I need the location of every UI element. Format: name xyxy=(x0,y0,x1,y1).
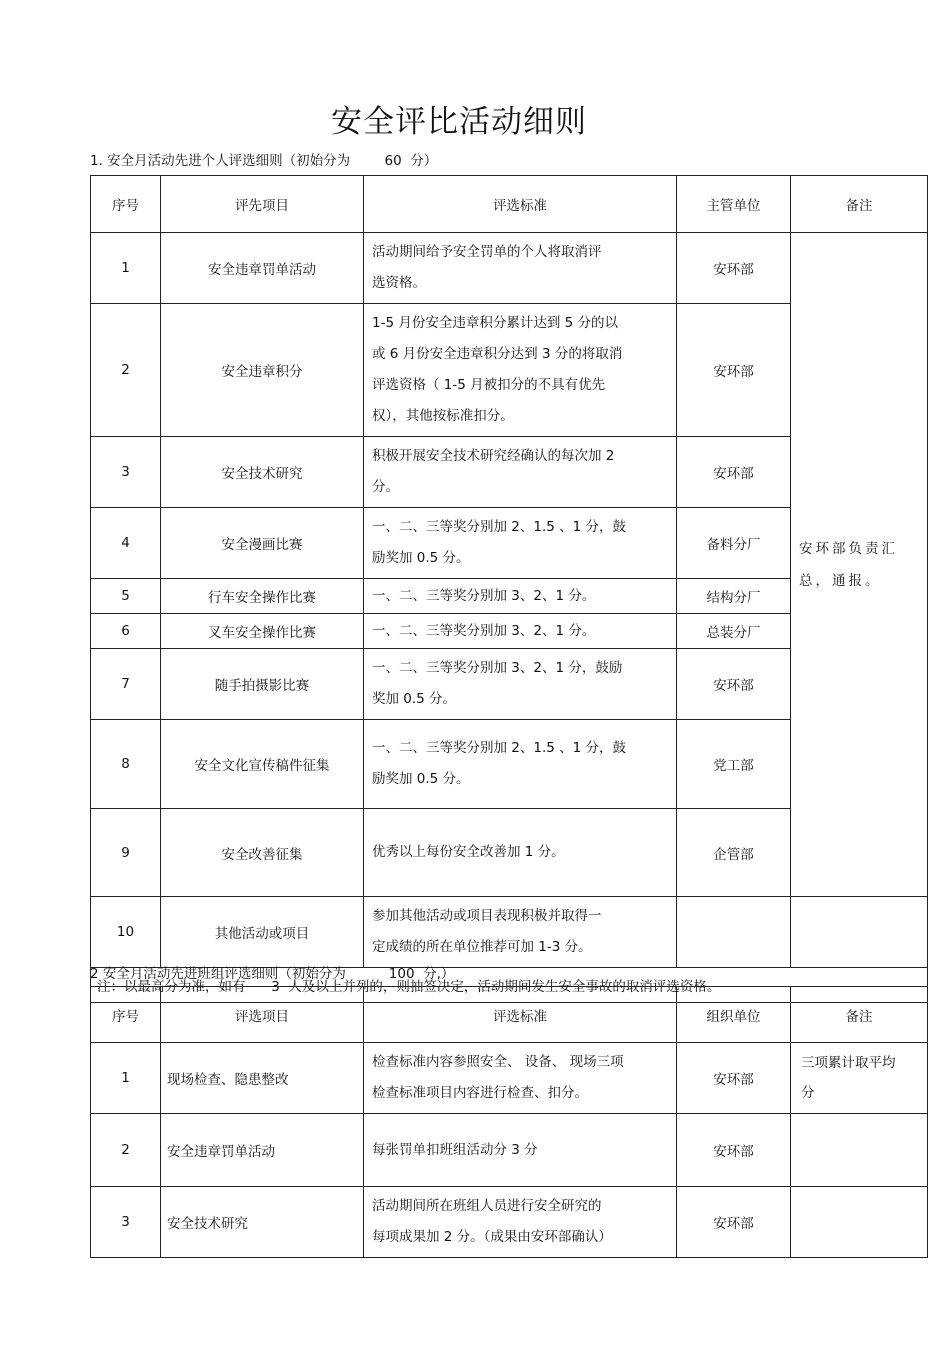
row-standard: 一、二、三等奖分别加 2、1.5 、1 分，鼓 励奖加 0.5 分。 xyxy=(364,720,677,809)
row-item: 安全违章罚单活动 xyxy=(161,1114,364,1187)
header-unit: 主管单位 xyxy=(677,176,791,233)
row-unit: 总装分厂 xyxy=(677,614,791,649)
row-standard: 1-5 月份安全违章积分累计达到 5 分的以 或 6 月份安全违章积分达到 3 分的将取消 评选资格（ 1-5 月被扣分的不具有优先 权），其他按标准扣分。 xyxy=(364,304,677,437)
row-item: 随手拍摄影比赛 xyxy=(161,649,364,720)
row-no: 2 xyxy=(91,1114,161,1187)
table-header-row xyxy=(91,176,928,233)
row-unit: 结构分厂 xyxy=(677,579,791,614)
row-unit: 安环部 xyxy=(677,1187,791,1258)
row-unit xyxy=(677,897,791,968)
row-item: 安全漫画比赛 xyxy=(161,508,364,579)
row-item: 安全技术研究 xyxy=(161,1187,364,1258)
row-no: 3 xyxy=(91,437,161,508)
section2-heading: 2 安全月活动先进班组评选细则（初始分为 100 分,） xyxy=(90,966,455,982)
row-no: 10 xyxy=(91,897,161,968)
row-standard: 活动期间所在班组人员进行安全研究的 每项成果加 2 分。（成果由安环部确认） xyxy=(364,1187,677,1258)
row-standard: 活动期间给予安全罚单的个人将取消评 选资格。 xyxy=(364,233,677,304)
row-standard: 优秀以上每份安全改善加 1 分。 xyxy=(364,809,677,897)
table-row xyxy=(91,1114,928,1187)
header-standard: 评选标准 xyxy=(364,176,677,233)
row-standard: 检查标准内容参照安全、 设备、 现场三项 检查标准项目内容进行检查、扣分。 xyxy=(364,1043,677,1114)
row-standard: 一、二、三等奖分别加 3、2、1 分。 xyxy=(364,579,677,614)
row-no: 6 xyxy=(91,614,161,649)
header-unit: 组织单位 xyxy=(677,987,791,1043)
row-standard: 参加其他活动或项目表现积极并取得一 定成绩的所在单位推荐可加 1-3 分。 xyxy=(364,897,677,968)
individual-selection-table xyxy=(90,175,928,1003)
header-item: 评选项目 xyxy=(161,987,364,1043)
header-remark: 备注 xyxy=(791,176,928,233)
row-item: 安全违章罚单活动 xyxy=(161,233,364,304)
row-standard: 积极开展安全技术研究经确认的每次加 2 分。 xyxy=(364,437,677,508)
row-unit: 安环部 xyxy=(677,437,791,508)
row-no: 4 xyxy=(91,508,161,579)
row-unit: 党工部 xyxy=(677,720,791,809)
table-note: 注：以最高分为准，如有 3 人及以上并列的，则抽签决定，活动期间发生安全事故的取消评选资格。 xyxy=(91,968,928,1003)
remark-empty xyxy=(791,897,928,968)
row-item: 行车安全操作比赛 xyxy=(161,579,364,614)
row-item: 其他活动或项目 xyxy=(161,897,364,968)
table-row xyxy=(91,1043,928,1114)
row-item: 安全违章积分 xyxy=(161,304,364,437)
row-no: 1 xyxy=(91,1043,161,1114)
header-no: 序号 xyxy=(91,987,161,1043)
row-no: 1 xyxy=(91,233,161,304)
remark-cell: 安环部负责汇总，通报。 xyxy=(791,233,928,897)
row-unit: 安环部 xyxy=(677,1114,791,1187)
row-no: 2 xyxy=(91,304,161,437)
row-no: 8 xyxy=(91,720,161,809)
row-unit: 安环部 xyxy=(677,649,791,720)
header-remark: 备注 xyxy=(791,987,928,1043)
document-title: 安全评比活动细则 xyxy=(331,104,587,140)
row-no: 9 xyxy=(91,809,161,897)
header-standard: 评选标准 xyxy=(364,987,677,1043)
row-unit: 企管部 xyxy=(677,809,791,897)
row-unit: 安环部 xyxy=(677,233,791,304)
table-header-row xyxy=(91,987,928,1043)
row-remark xyxy=(791,1114,928,1187)
row-item: 安全技术研究 xyxy=(161,437,364,508)
section1-heading: 1. 安全月活动先进个人评选细则（初始分为 60 分） xyxy=(90,153,438,169)
table-row xyxy=(91,1187,928,1258)
row-item: 现场检查、隐患整改 xyxy=(161,1043,364,1114)
header-no: 序号 xyxy=(91,176,161,233)
team-selection-table xyxy=(90,986,928,1258)
row-no: 7 xyxy=(91,649,161,720)
table-row xyxy=(91,897,928,968)
row-standard: 一、二、三等奖分别加 3、2、1 分，鼓励 奖加 0.5 分。 xyxy=(364,649,677,720)
row-item: 安全改善征集 xyxy=(161,809,364,897)
header-item: 评先项目 xyxy=(161,176,364,233)
row-standard: 一、二、三等奖分别加 3、2、1 分。 xyxy=(364,614,677,649)
row-no: 3 xyxy=(91,1187,161,1258)
row-unit: 安环部 xyxy=(677,304,791,437)
row-item: 安全文化宣传稿件征集 xyxy=(161,720,364,809)
table-row xyxy=(91,233,928,304)
row-unit: 备料分厂 xyxy=(677,508,791,579)
row-no: 5 xyxy=(91,579,161,614)
row-remark xyxy=(791,1187,928,1258)
row-item: 叉车安全操作比赛 xyxy=(161,614,364,649)
row-unit: 安环部 xyxy=(677,1043,791,1114)
row-standard: 一、二、三等奖分别加 2、1.5 、1 分，鼓 励奖加 0.5 分。 xyxy=(364,508,677,579)
row-standard: 每张罚单扣班组活动分 3 分 xyxy=(364,1114,677,1187)
row-remark: 三项累计取平均 分 xyxy=(791,1043,928,1114)
